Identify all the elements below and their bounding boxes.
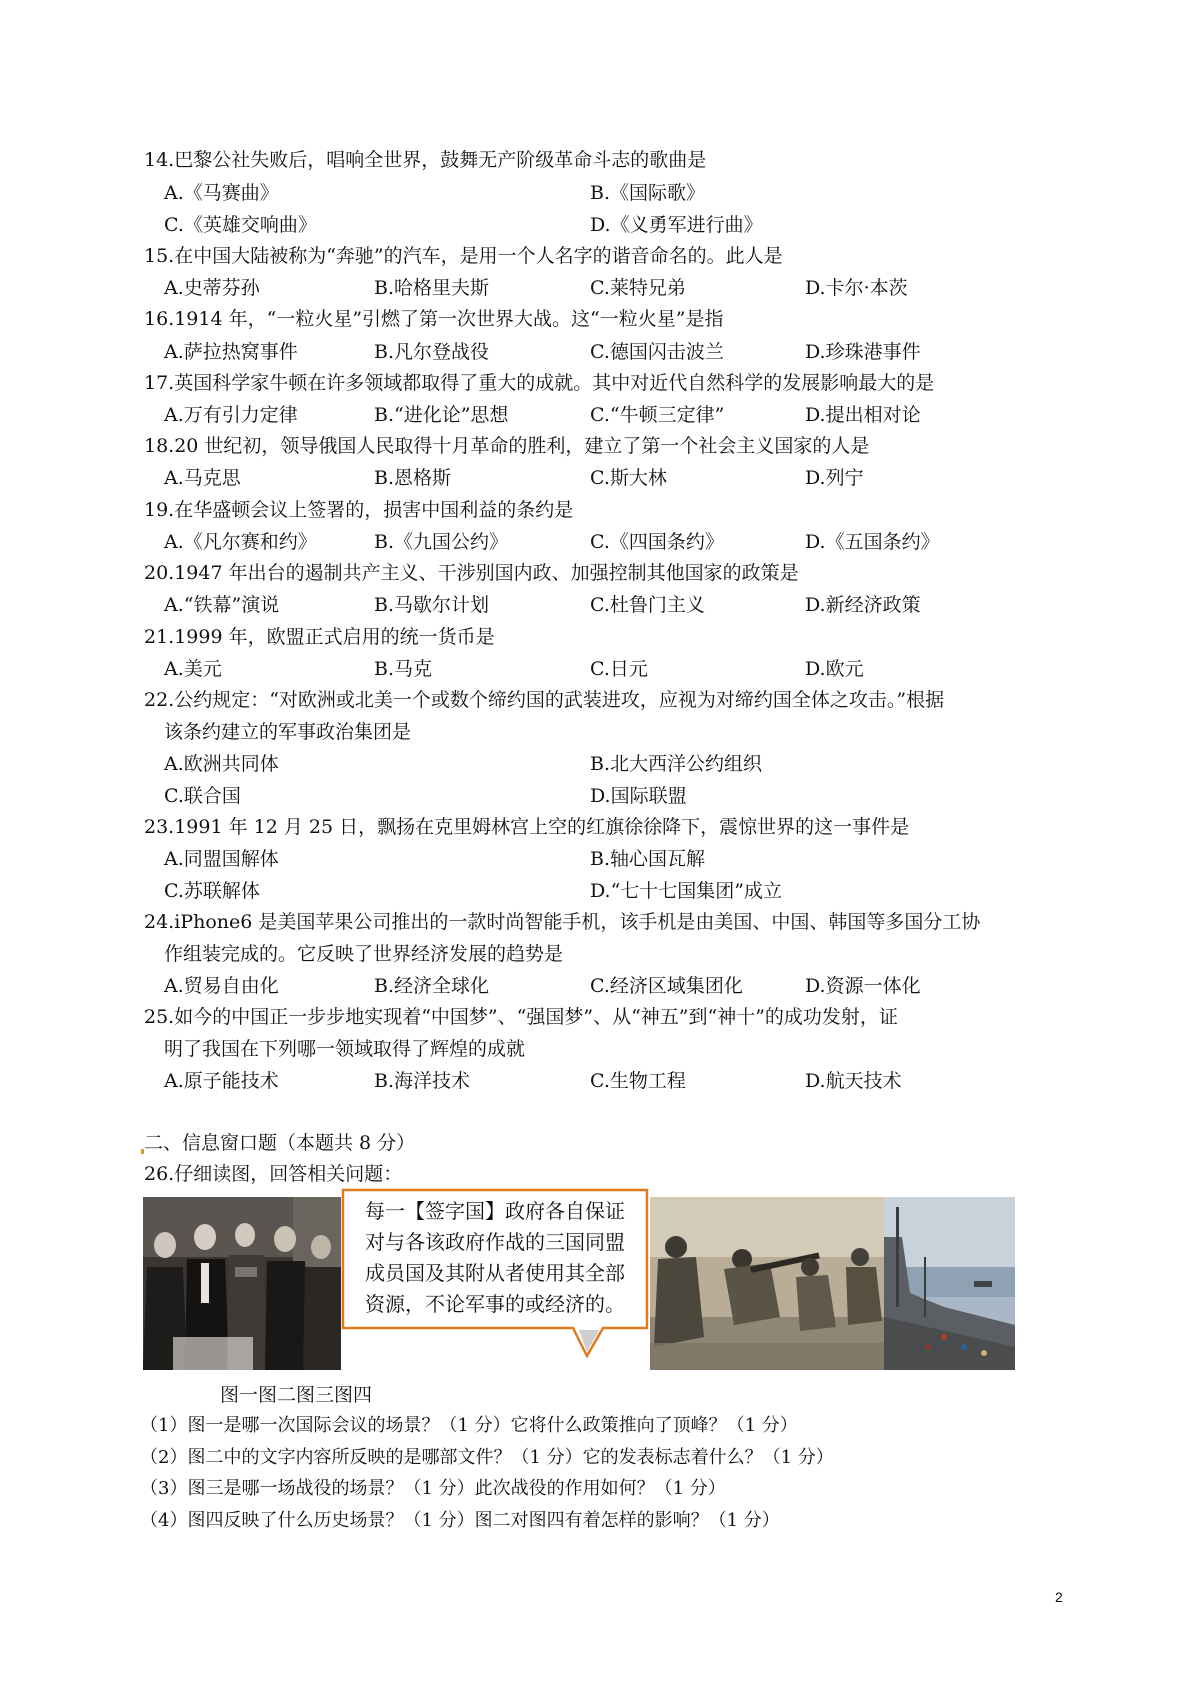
sub-question-2: （2）图二中的文字内容所反映的是哪部文件？（1 分）它的发表标志着什么？（1 分）: [140, 1447, 834, 1468]
question-25-stem: 25.如今的中国正一步步地实现着“中国梦”、“强国梦”、从“神五”到“神十”的成功发射，证: [144, 1006, 898, 1028]
question-24-stem-continued: 作组装完成的。它反映了世界经济发展的趋势是: [164, 943, 564, 965]
q22-option-b: B.北大西洋公约组织: [590, 753, 763, 775]
q14-option-c: C.《英雄交响曲》: [164, 214, 317, 236]
q19-option-a: A.《凡尔赛和约》: [164, 531, 317, 553]
figure-1-conference-photo: [143, 1197, 341, 1370]
q24-option-a: A.贸易自由化: [164, 975, 279, 997]
q24-option-b: B.经济全球化: [374, 975, 490, 997]
question-17-stem: 17.英国科学家牛顿在许多领域都取得了重大的成就。其中对近代自然科学的发展影响最大的是: [144, 372, 935, 394]
q17-option-a: A.万有引力定律: [164, 404, 298, 426]
q17-option-c: C.“牛顿三定律”: [590, 404, 725, 426]
q17-option-b: B.“进化论”思想: [374, 404, 509, 426]
q22-option-c: C.联合国: [164, 785, 241, 807]
question-23-stem: 23.1991 年 12 月 25 日，飘扬在克里姆林宫上空的红旗徐徐降下，震惊世界的这一事件是: [144, 816, 910, 838]
q21-option-d: D.欧元: [805, 658, 864, 680]
sub-question-4: （4）图四反映了什么历史场景？（1 分）图二对图四有着怎样的影响？（1 分）: [140, 1510, 780, 1531]
question-25-stem-continued: 明了我国在下列哪一领域取得了辉煌的成就: [164, 1038, 526, 1060]
q20-option-d: D.新经济政策: [805, 594, 921, 616]
figure-caption: 图一图二图三图四: [220, 1384, 373, 1406]
q15-option-b: B.哈格里夫斯: [374, 277, 490, 299]
q15-option-c: C.莱特兄弟: [590, 277, 686, 299]
question-16-stem: 16.1914 年，“一粒火星”引燃了第一次世界大战。这“一粒火星”是指: [144, 308, 724, 330]
q15-option-d: D.卡尔·本茨: [805, 277, 908, 299]
question-15-stem: 15.在中国大陆被称为“奔驰”的汽车，是用一个人名字的谐音命名的。此人是: [144, 245, 783, 267]
callout-text: 每一【签字国】政府各自保证对与各该政府作战的三国同盟成员国及其附从者使用其全部资源，不论军事的或经济的。: [365, 1199, 625, 1316]
q20-option-c: C.杜鲁门主义: [590, 594, 705, 616]
page-number: 2: [1055, 1589, 1063, 1605]
q23-option-a: A.同盟国解体: [164, 848, 279, 870]
q18-option-b: B.恩格斯: [374, 467, 452, 489]
q21-option-b: B.马克: [374, 658, 433, 680]
q25-option-a: A.原子能技术: [164, 1070, 279, 1092]
q16-option-d: D.珍珠港事件: [805, 341, 921, 363]
q14-option-b: B.《国际歌》: [590, 182, 706, 204]
question-22-stem: 22.公约规定：“对欧洲或北美一个或数个缔约国的武装进攻，应视为对缔约国全体之攻击。”根据: [144, 689, 945, 711]
q20-option-b: B.马歇尔计划: [374, 594, 490, 616]
q20-option-a: A.“铁幕”演说: [164, 594, 280, 616]
figure-3-battle-photo: [650, 1197, 884, 1370]
question-18-stem: 18.20 世纪初，领导俄国人民取得十月革命的胜利，建立了第一个社会主义国家的人是: [144, 435, 870, 457]
q19-option-d: D.《五国条约》: [805, 531, 940, 553]
question-14-stem: 14.巴黎公社失败后，唱响全世界，鼓舞无产阶级革命斗志的歌曲是: [144, 149, 707, 171]
question-19-stem: 19.在华盛顿会议上签署的，损害中国利益的条约是: [144, 499, 574, 521]
q19-option-b: B.《九国公约》: [374, 531, 509, 553]
q19-option-c: C.《四国条约》: [590, 531, 724, 553]
q21-option-a: A.美元: [164, 658, 222, 680]
q15-option-a: A.史蒂芬孙: [164, 277, 260, 299]
question-21-stem: 21.1999 年，欧盟正式启用的统一货币是: [144, 626, 495, 648]
q23-option-b: B.轴心国瓦解: [590, 848, 706, 870]
q25-option-d: D.航天技术: [805, 1070, 902, 1092]
q18-option-c: C.斯大林: [590, 467, 667, 489]
sub-question-1: （1）图一是哪一次国际会议的场景？（1 分）它将什么政策推向了顶峰？（1 分）: [140, 1415, 798, 1436]
q14-option-d: D.《义勇军进行曲》: [590, 214, 763, 236]
q17-option-d: D.提出相对论: [805, 404, 921, 426]
q16-option-c: C.德国闪击波兰: [590, 341, 724, 363]
q25-option-c: C.生物工程: [590, 1070, 686, 1092]
question-24-stem: 24.iPhone6 是美国苹果公司推出的一款时尚智能手机，该手机是由美国、中国、韩国等多国分工协: [144, 911, 981, 933]
q23-option-d: D.“七十七国集团”成立: [590, 880, 783, 902]
q22-option-a: A.欧洲共同体: [164, 753, 279, 775]
q24-option-d: D.资源一体化: [805, 975, 921, 997]
q14-option-a: A.《马赛曲》: [164, 182, 279, 204]
sub-question-3: （3）图三是哪一场战役的场景？（1 分）此次战役的作用如何？（1 分）: [140, 1478, 726, 1499]
q18-option-d: D.列宁: [805, 467, 864, 489]
question-26-stem: 26.仔细读图，回答相关问题：: [144, 1163, 403, 1185]
figure-2-declaration-callout: [341, 1188, 649, 1358]
q23-option-c: C.苏联解体: [164, 880, 260, 902]
question-20-stem: 20.1947 年出台的遏制共产主义、干涉别国内政、加强控制其他国家的政策是: [144, 562, 799, 584]
section-2-title: 二、信息窗口题（本题共 8 分）: [144, 1132, 416, 1154]
question-22-stem-continued: 该条约建立的军事政治集团是: [164, 721, 412, 743]
q24-option-c: C.经济区域集团化: [590, 975, 743, 997]
q25-option-b: B.海洋技术: [374, 1070, 471, 1092]
figure-4-harbor-photo: [884, 1197, 1015, 1370]
q16-option-a: A.萨拉热窝事件: [164, 341, 298, 363]
q16-option-b: B.凡尔登战役: [374, 341, 490, 363]
q22-option-d: D.国际联盟: [590, 785, 687, 807]
q18-option-a: A.马克思: [164, 467, 241, 489]
q21-option-c: C.日元: [590, 658, 648, 680]
